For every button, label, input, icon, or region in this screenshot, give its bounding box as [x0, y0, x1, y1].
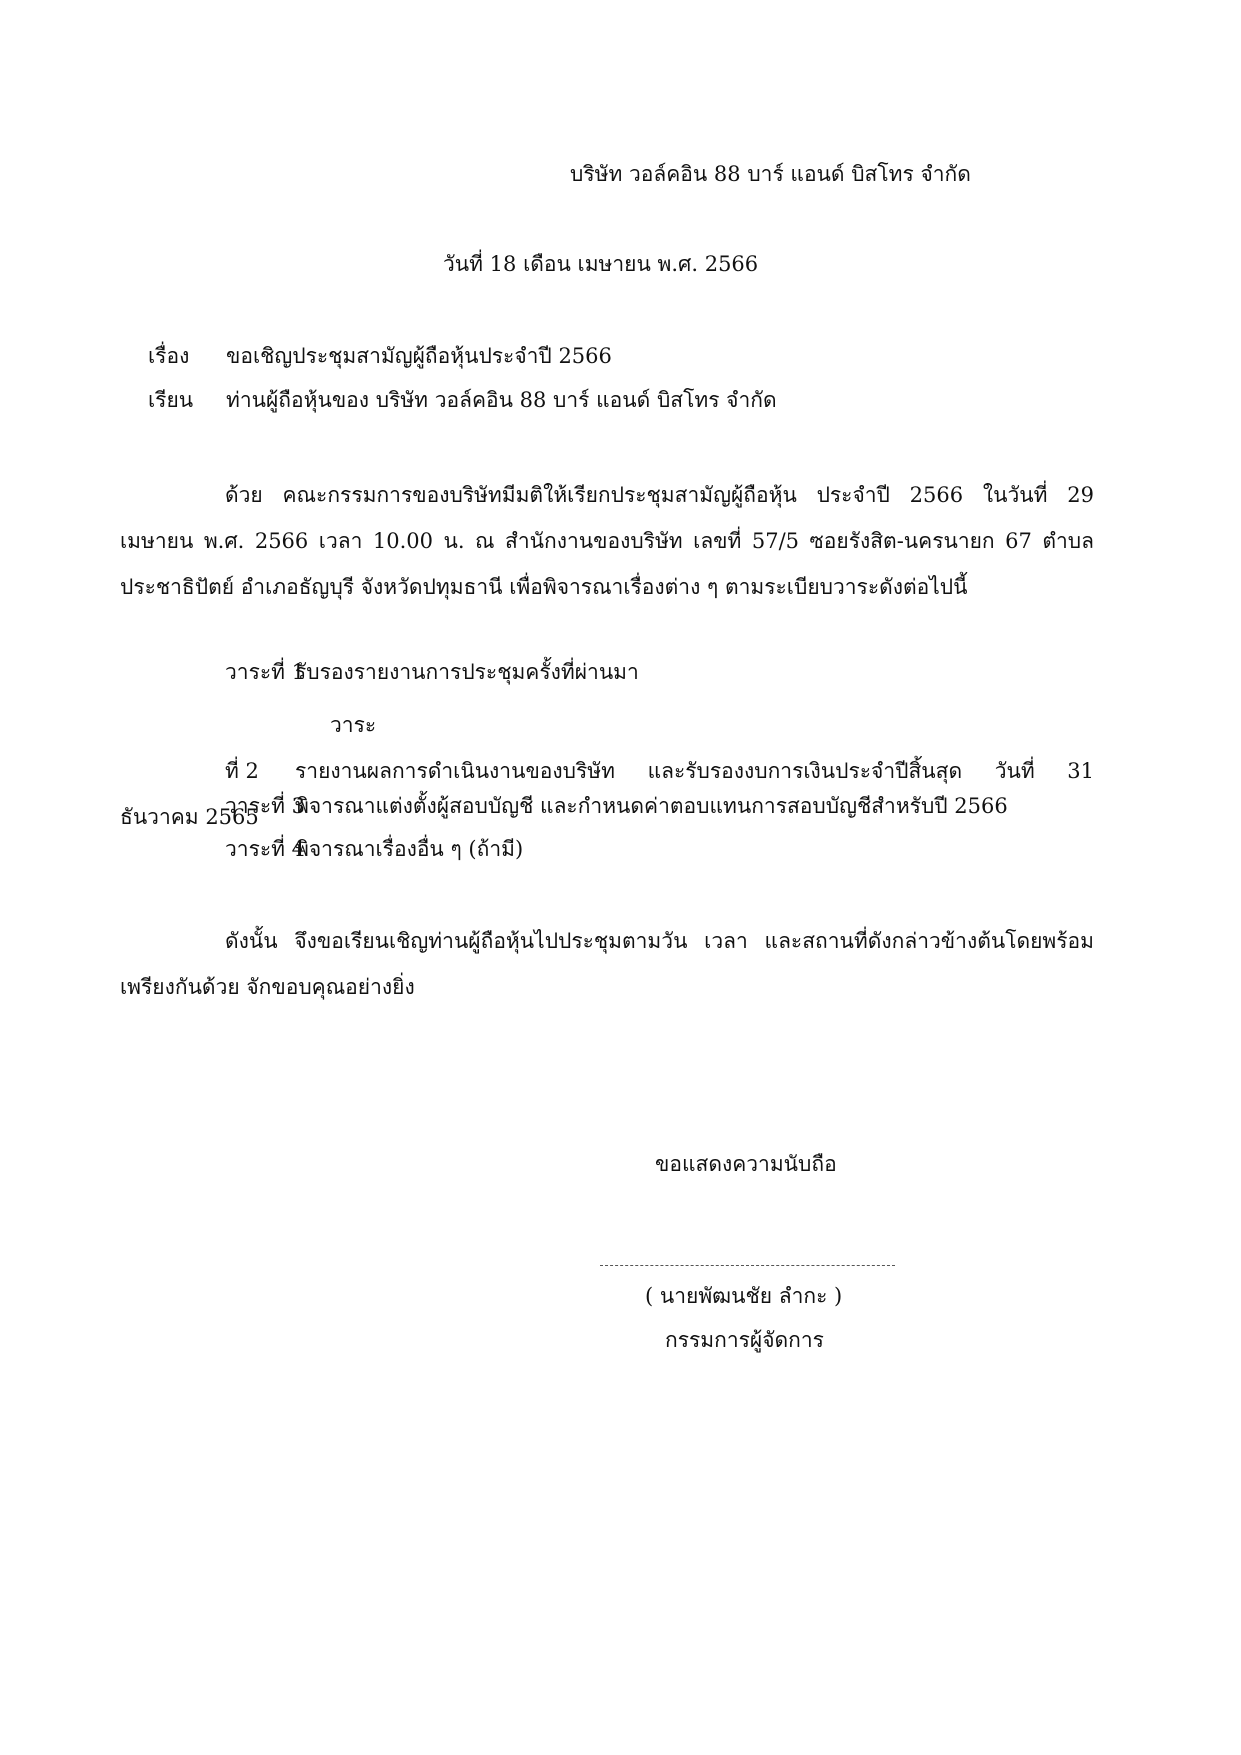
subject-label: เรื่อง [148, 344, 190, 368]
agenda-item-text: พิจารณาเรื่องอื่น ๆ (ถ้ามี) [295, 837, 524, 861]
agenda-item-label: วาระที่ 1 [225, 660, 306, 684]
agenda-item-text: รายงานผลการดำเนินงานของบริษัท และรับรองงบการเงินประจำปีสิ้นสุด วันที่ 31 ธันวาคม 2565 [120, 759, 1094, 829]
agenda-item-3 [225, 791, 1008, 821]
intro-paragraph: ด้วย คณะกรรมการของบริษัทมีมติให้เรียกประชุมสามัญผู้ถือหุ้น ประจำปี 2566 ในวันที่ 29 เมษายน พ.ศ. 2566 เวลา 10.00 น. ณ สำนักงานของบริษัท เลขที่ 57/5 ซอยรังสิต-นครนายก 67 ตำบลประชาธิปัตย์ อำเภอธัญบุรี จังหวัดปทุมธานี เพื่อพิจารณาเรื่องต่าง ๆ ตามระเบียบวาระดังต่อไปนี้ [120, 483, 1094, 599]
agenda-item-text: พิจารณาแต่งตั้งผู้สอบบัญชี และกำหนดค่าตอบแทนการสอบบัญชีสำหรับปี 2566 [295, 794, 1008, 818]
agenda-item-text: รับรองรายงานการประชุมครั้งที่ผ่านมา [295, 660, 639, 684]
conclusion-paragraph: ดังนั้น จึงขอเรียนเชิญท่านผู้ถือหุ้นไปประชุมตามวัน เวลา และสถานที่ดังกล่าวข้างต้นโดยพร้อมเพรียงกันด้วย จักขอบคุณอย่างยิ่ง [120, 929, 1094, 999]
letter-date: วันที่ 18 เดือน เมษายน พ.ศ. 2566 [443, 252, 759, 276]
agenda-item-4 [225, 834, 523, 864]
signer-title: กรรมการผู้จัดการ [665, 1328, 824, 1352]
agenda-item-label: วาระที่ 4 [225, 837, 306, 861]
recipient-text: ท่านผู้ถือหุ้นของ บริษัท วอล์คอิน 88 บาร์ แอนด์ บิสโทร จำกัด [226, 388, 777, 412]
agenda-item-label: วาระที่ 3 [225, 794, 306, 818]
subject-text: ขอเชิญประชุมสามัญผู้ถือหุ้นประจำปี 2566 [226, 344, 612, 368]
company-name: บริษัท วอล์คอิน 88 บาร์ แอนด์ บิสโทร จำกัด [570, 162, 971, 186]
recipient-label: เรียน [148, 388, 194, 412]
agenda-item-label: วาระที่ 2 [225, 713, 377, 783]
signer-name: ( นายพัฒนชัย ลำกะ ) [645, 1284, 843, 1308]
agenda-item-1 [225, 657, 639, 687]
signature-line [600, 1265, 895, 1266]
closing-phrase: ขอแสดงความนับถือ [655, 1152, 837, 1176]
